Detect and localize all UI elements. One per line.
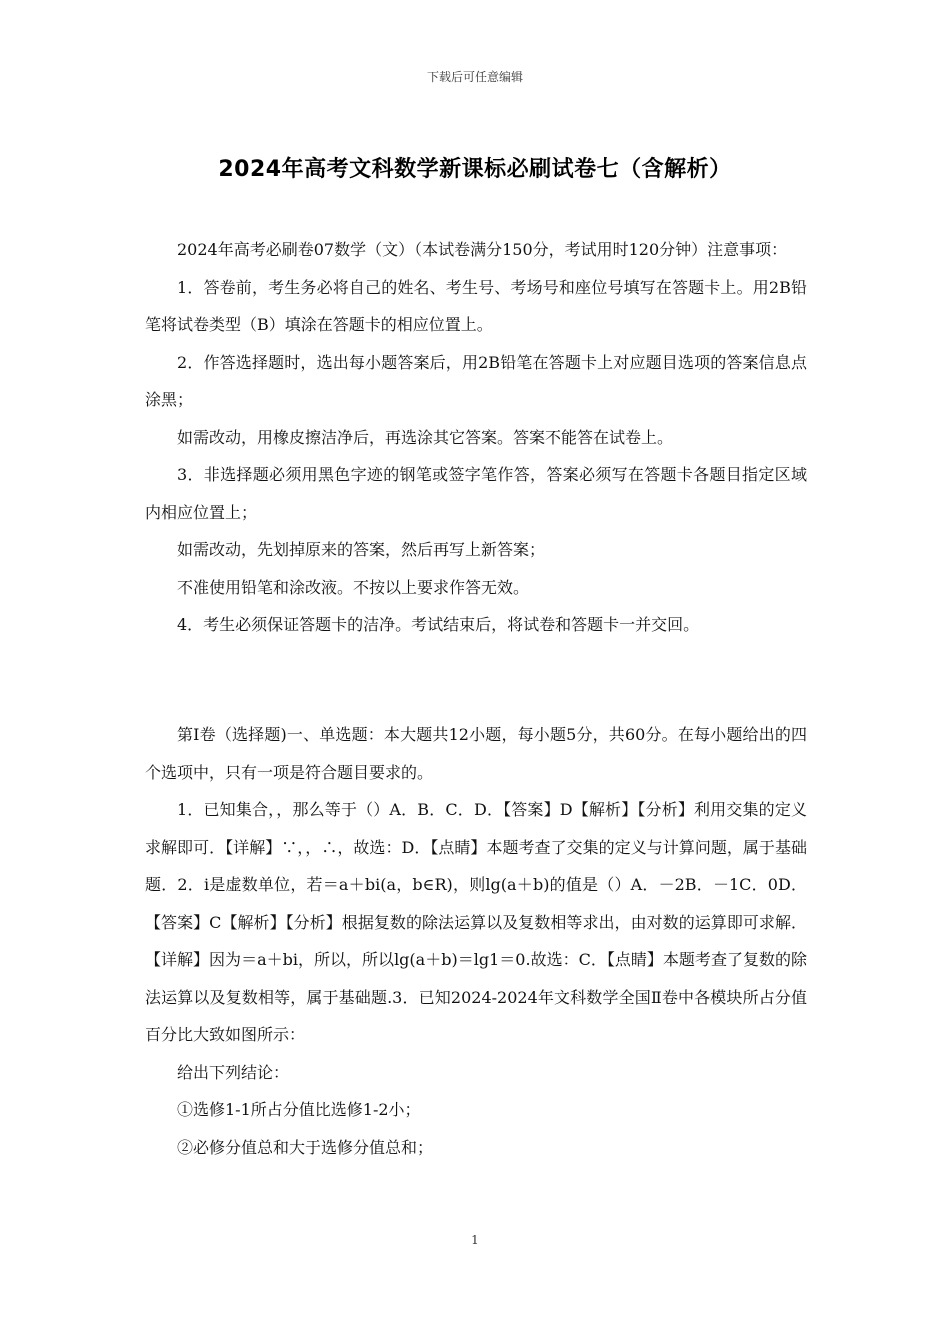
instructions-intro: 2024年高考必刷卷07数学（文）（本试卷满分150分，考试用时120分钟）注意事项： — [177, 240, 788, 259]
instruction-item-1: 1．答卷前，考生务必将自己的姓名、考生号、考场号和座位号填写在答题卡上。用2B铅笔将试卷类型（B）填涂在答题卡的相应位置上。 — [145, 277, 807, 334]
exam-instructions — [145, 231, 807, 644]
document-title: 2024年高考文科数学新课标必刷试卷七（含解析） — [218, 157, 732, 182]
instruction-item-3: 3．非选择题必须用黑色字迹的钢笔或签字笔作答，答案必须写在答题卡各题目指定区域内相应位置上； — [145, 465, 807, 522]
instruction-item-2-note: 如需改动，用橡皮擦洁净后，再选涂其它答案。答案不能答在试卷上。 — [177, 427, 674, 447]
instruction-item-2: 2．作答选择题时，选出每小题答案后，用2B铅笔在答题卡上对应题目选项的答案信息点涂黑； — [145, 352, 807, 409]
header-note: 下载后可任意编辑 — [426, 70, 523, 84]
instruction-item-3-note-a: 如需改动，先划掉原来的答案，然后再写上新答案； — [177, 540, 546, 559]
page-number: 1 — [471, 1233, 479, 1247]
conclusions-intro: 给出下列结论： — [177, 1062, 290, 1082]
instruction-item-3-note-b: 不准使用铅笔和涂改液。不按以上要求作答无效。 — [177, 577, 530, 597]
conclusion-item-2: ②必修分值总和大于选修分值总和； — [177, 1137, 434, 1157]
section-heading: 第Ⅰ卷（选择题)一、单选题：本大题共12小题，每小题5分，共60分。在每小题给出的四个选项中，只有一项是符合题目要求的。 — [145, 725, 807, 782]
question-solutions: 1．已知集合，，那么等于（）A．B．C．D．【答案】D【解析】【分析】利用交集的定义求解即可．【详解】∵，，∴，故选：D．【点睛】本题考查了交集的定义与计算问题，属于基础题．2．i是虚数单位，若＝a＋bi(a，b∈R)，则lg(a＋b)的值是（）A．－2B．－1C．0D．【答案】C【解析】【分析】根据复数的除法运算以及复数相等求出，由对数的运算即可求解．【详解】因为＝a＋bi，所以，所以lg(a＋b)＝lg1＝0.故选：C．【点睛】本题考查了复数的除法运算以及复数相等，属于基础题.3．已知2024-2024年文科数学全国Ⅱ卷中各模块所占分值百分比大致如图所示： — [145, 800, 807, 1044]
instruction-item-4: 4．考生必须保证答题卡的洁净。考试结束后，将试卷和答题卡一并交回。 — [177, 615, 700, 634]
question-section — [145, 716, 807, 1166]
conclusion-item-1: ①选修1-1所占分值比选修1-2小； — [177, 1100, 421, 1119]
